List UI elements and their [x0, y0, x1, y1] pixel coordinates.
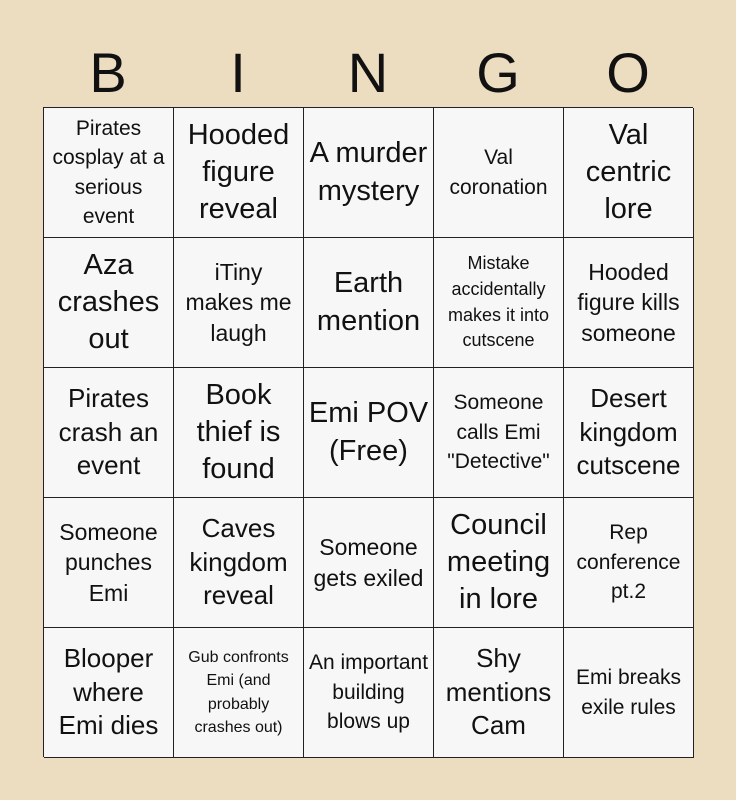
bingo-cell[interactable]: Hooded figure kills someone [564, 238, 694, 368]
bingo-cell[interactable]: Blooper where Emi dies [44, 628, 174, 758]
header-letter-b: B [89, 41, 127, 104]
bingo-cell[interactable]: Shy mentions Cam [434, 628, 564, 758]
bingo-header [43, 40, 693, 106]
bingo-cell[interactable]: Hooded figure reveal [174, 108, 304, 238]
header-letter-n: N [347, 41, 389, 104]
bingo-grid [43, 107, 693, 757]
bingo-cell[interactable]: Desert kingdom cutscene [564, 368, 694, 498]
bingo-cell[interactable]: Val coronation [434, 108, 564, 238]
bingo-cell[interactable]: Emi breaks exile rules [564, 628, 694, 758]
header-letter-o: O [606, 41, 650, 104]
bingo-cell[interactable]: Val centric lore [564, 108, 694, 238]
bingo-cell[interactable]: Someone calls Emi "Detective" [434, 368, 564, 498]
bingo-cell[interactable]: A murder mystery [304, 108, 434, 238]
bingo-cell[interactable]: Someone gets exiled [304, 498, 434, 628]
bingo-cell[interactable]: Gub confronts Emi (and probably crashes out) [174, 628, 304, 758]
bingo-cell[interactable]: Council meeting in lore [434, 498, 564, 628]
header-letter-i: I [230, 41, 246, 104]
bingo-cell[interactable]: Earth mention [304, 238, 434, 368]
bingo-cell[interactable]: Book thief is found [174, 368, 304, 498]
bingo-cell[interactable]: Rep conference pt.2 [564, 498, 694, 628]
bingo-cell[interactable]: iTiny makes me laugh [174, 238, 304, 368]
bingo-cell[interactable]: An important building blows up [304, 628, 434, 758]
bingo-cell[interactable]: Mistake accidentally makes it into cutscene [434, 238, 564, 368]
bingo-cell[interactable]: Someone punches Emi [44, 498, 174, 628]
bingo-cell[interactable]: Emi POV (Free) [304, 368, 434, 498]
bingo-cell[interactable]: Pirates cosplay at a serious event [44, 108, 174, 238]
bingo-cell[interactable]: Aza crashes out [44, 238, 174, 368]
bingo-cell[interactable]: Pirates crash an event [44, 368, 174, 498]
bingo-cell[interactable]: Caves kingdom reveal [174, 498, 304, 628]
header-letter-g: G [476, 41, 520, 104]
